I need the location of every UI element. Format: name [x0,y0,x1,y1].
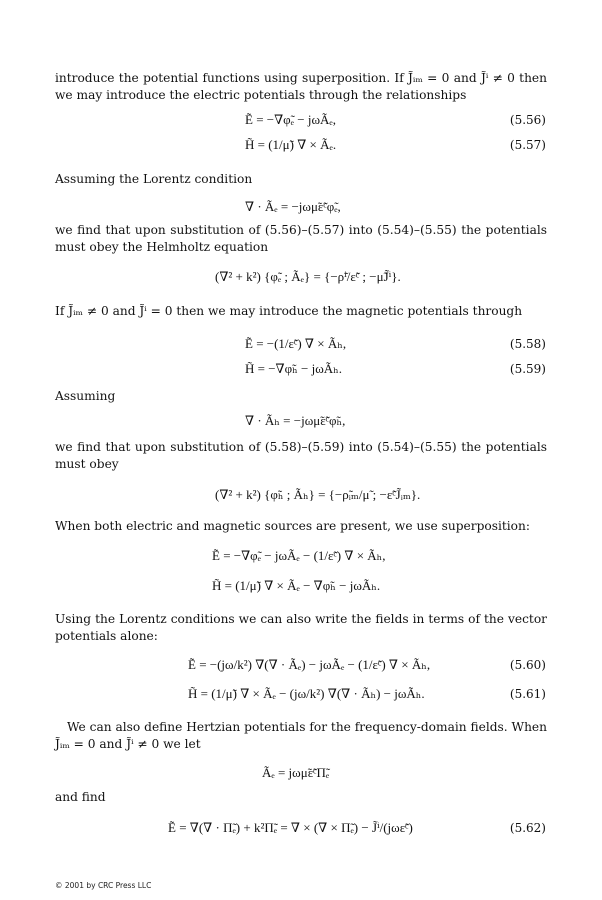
paragraph-helmholtz-electric: we find that upon substitution of (5.56)–(5.57) into (5.54)–(5.55) the potentials must obey the Helmholtz equation [55,223,547,254]
paragraph-hertzian: We can also define Hertzian potentials for the frequency-domain fields. When J̃ᵢₘ = 0 and J̃ⁱ ≠ 0 we let [55,720,547,751]
paragraph-and-find: and find [55,790,106,804]
equation-superposition-h: H̃ = (1/μ̃) ∇ × Ãₑ − ∇φ̃ₕ − jωÃₕ. [212,578,381,593]
paragraph-lorentz: Assuming the Lorentz condition [55,172,253,186]
paragraph-helmholtz-magnetic: we find that upon substitution of (5.58)–(5.59) into (5.54)–(5.55) the potentials must obey [55,440,547,471]
equation-5-56: Ẽ = −∇φ̃ₑ − jωÃₑ, [245,112,336,127]
equation-number-5-57: (5.57) [509,138,546,152]
equation-helmholtz-magnetic: (∇² + k²) {φ̃ₕ ; Ãₕ} = {−ρ̃ᵢₘ/μ̃ ; −ε̃ᶜJ̃ᵢₘ}. [215,487,421,502]
equation-superposition-e: Ẽ = −∇φ̃ₑ − jωÃₑ − (1/ε̃ᶜ) ∇ × Ãₕ, [212,548,386,563]
equation-helmholtz-electric: (∇² + k²) {φ̃ₑ ; Ãₑ} = {−ρ̃ⁱ/ε̃ᶜ ; −μ̃J̃ⁱ}. [215,269,401,284]
equation-number-5-60: (5.60) [509,658,546,672]
equation-5-57: H̃ = (1/μ̃) ∇ × Ãₑ. [245,137,337,152]
copyright-footer: © 2001 by CRC Press LLC [55,881,152,890]
equation-number-5-56: (5.56) [509,113,546,127]
paragraph-superposition: When both electric and magnetic sources are present, we use superposition: [55,519,530,533]
paragraph-assuming: Assuming [55,389,116,403]
paragraph-intro: introduce the potential functions using superposition. If J̃ᵢₘ = 0 and J̃ⁱ ≠ 0 then we may introduce the electric potentials through the relationships [55,71,547,102]
equation-5-60: Ẽ = −(jω/k²) ∇(∇ · Ãₑ) − jωÃₑ − (1/ε̃ᶜ) ∇ × Ãₕ, [188,657,431,672]
equation-number-5-62: (5.62) [509,821,546,835]
equation-5-61: H̃ = (1/μ̃) ∇ × Ãₑ − (jω/k²) ∇(∇ · Ãₕ) − jωÃₕ. [188,686,425,701]
equation-hertzian-potential: Ãₑ = jωμ̃ε̃ᶜΠ̃ₑ [262,765,330,780]
equation-lorentz-magnetic: ∇ · Ãₕ = −jωμ̃ε̃ᶜφ̃ₕ, [245,413,346,428]
paragraph-magnetic-intro: If J̃ᵢₘ ≠ 0 and J̃ⁱ = 0 then we may introduce the magnetic potentials through [55,304,523,318]
paragraph-vector-potentials: Using the Lorentz conditions we can also write the fields in terms of the vector potentials alone: [55,612,547,643]
equation-lorentz-electric: ∇ · Ãₑ = −jωμ̃ε̃ᶜφ̃ₑ, [245,199,341,214]
equation-5-58: Ẽ = −(1/ε̃ᶜ) ∇ × Ãₕ, [245,336,347,351]
equation-number-5-59: (5.59) [509,362,546,376]
equation-number-5-58: (5.58) [509,337,546,351]
equation-number-5-61: (5.61) [509,687,546,701]
equation-5-59: H̃ = −∇φ̃ₕ − jωÃₕ. [245,361,343,376]
equation-5-62: Ẽ = ∇(∇ · Π̃ₑ) + k²Π̃ₑ = ∇ × (∇ × Π̃ₑ) − J̃ⁱ/(jωε̃ᶜ) [168,820,413,835]
